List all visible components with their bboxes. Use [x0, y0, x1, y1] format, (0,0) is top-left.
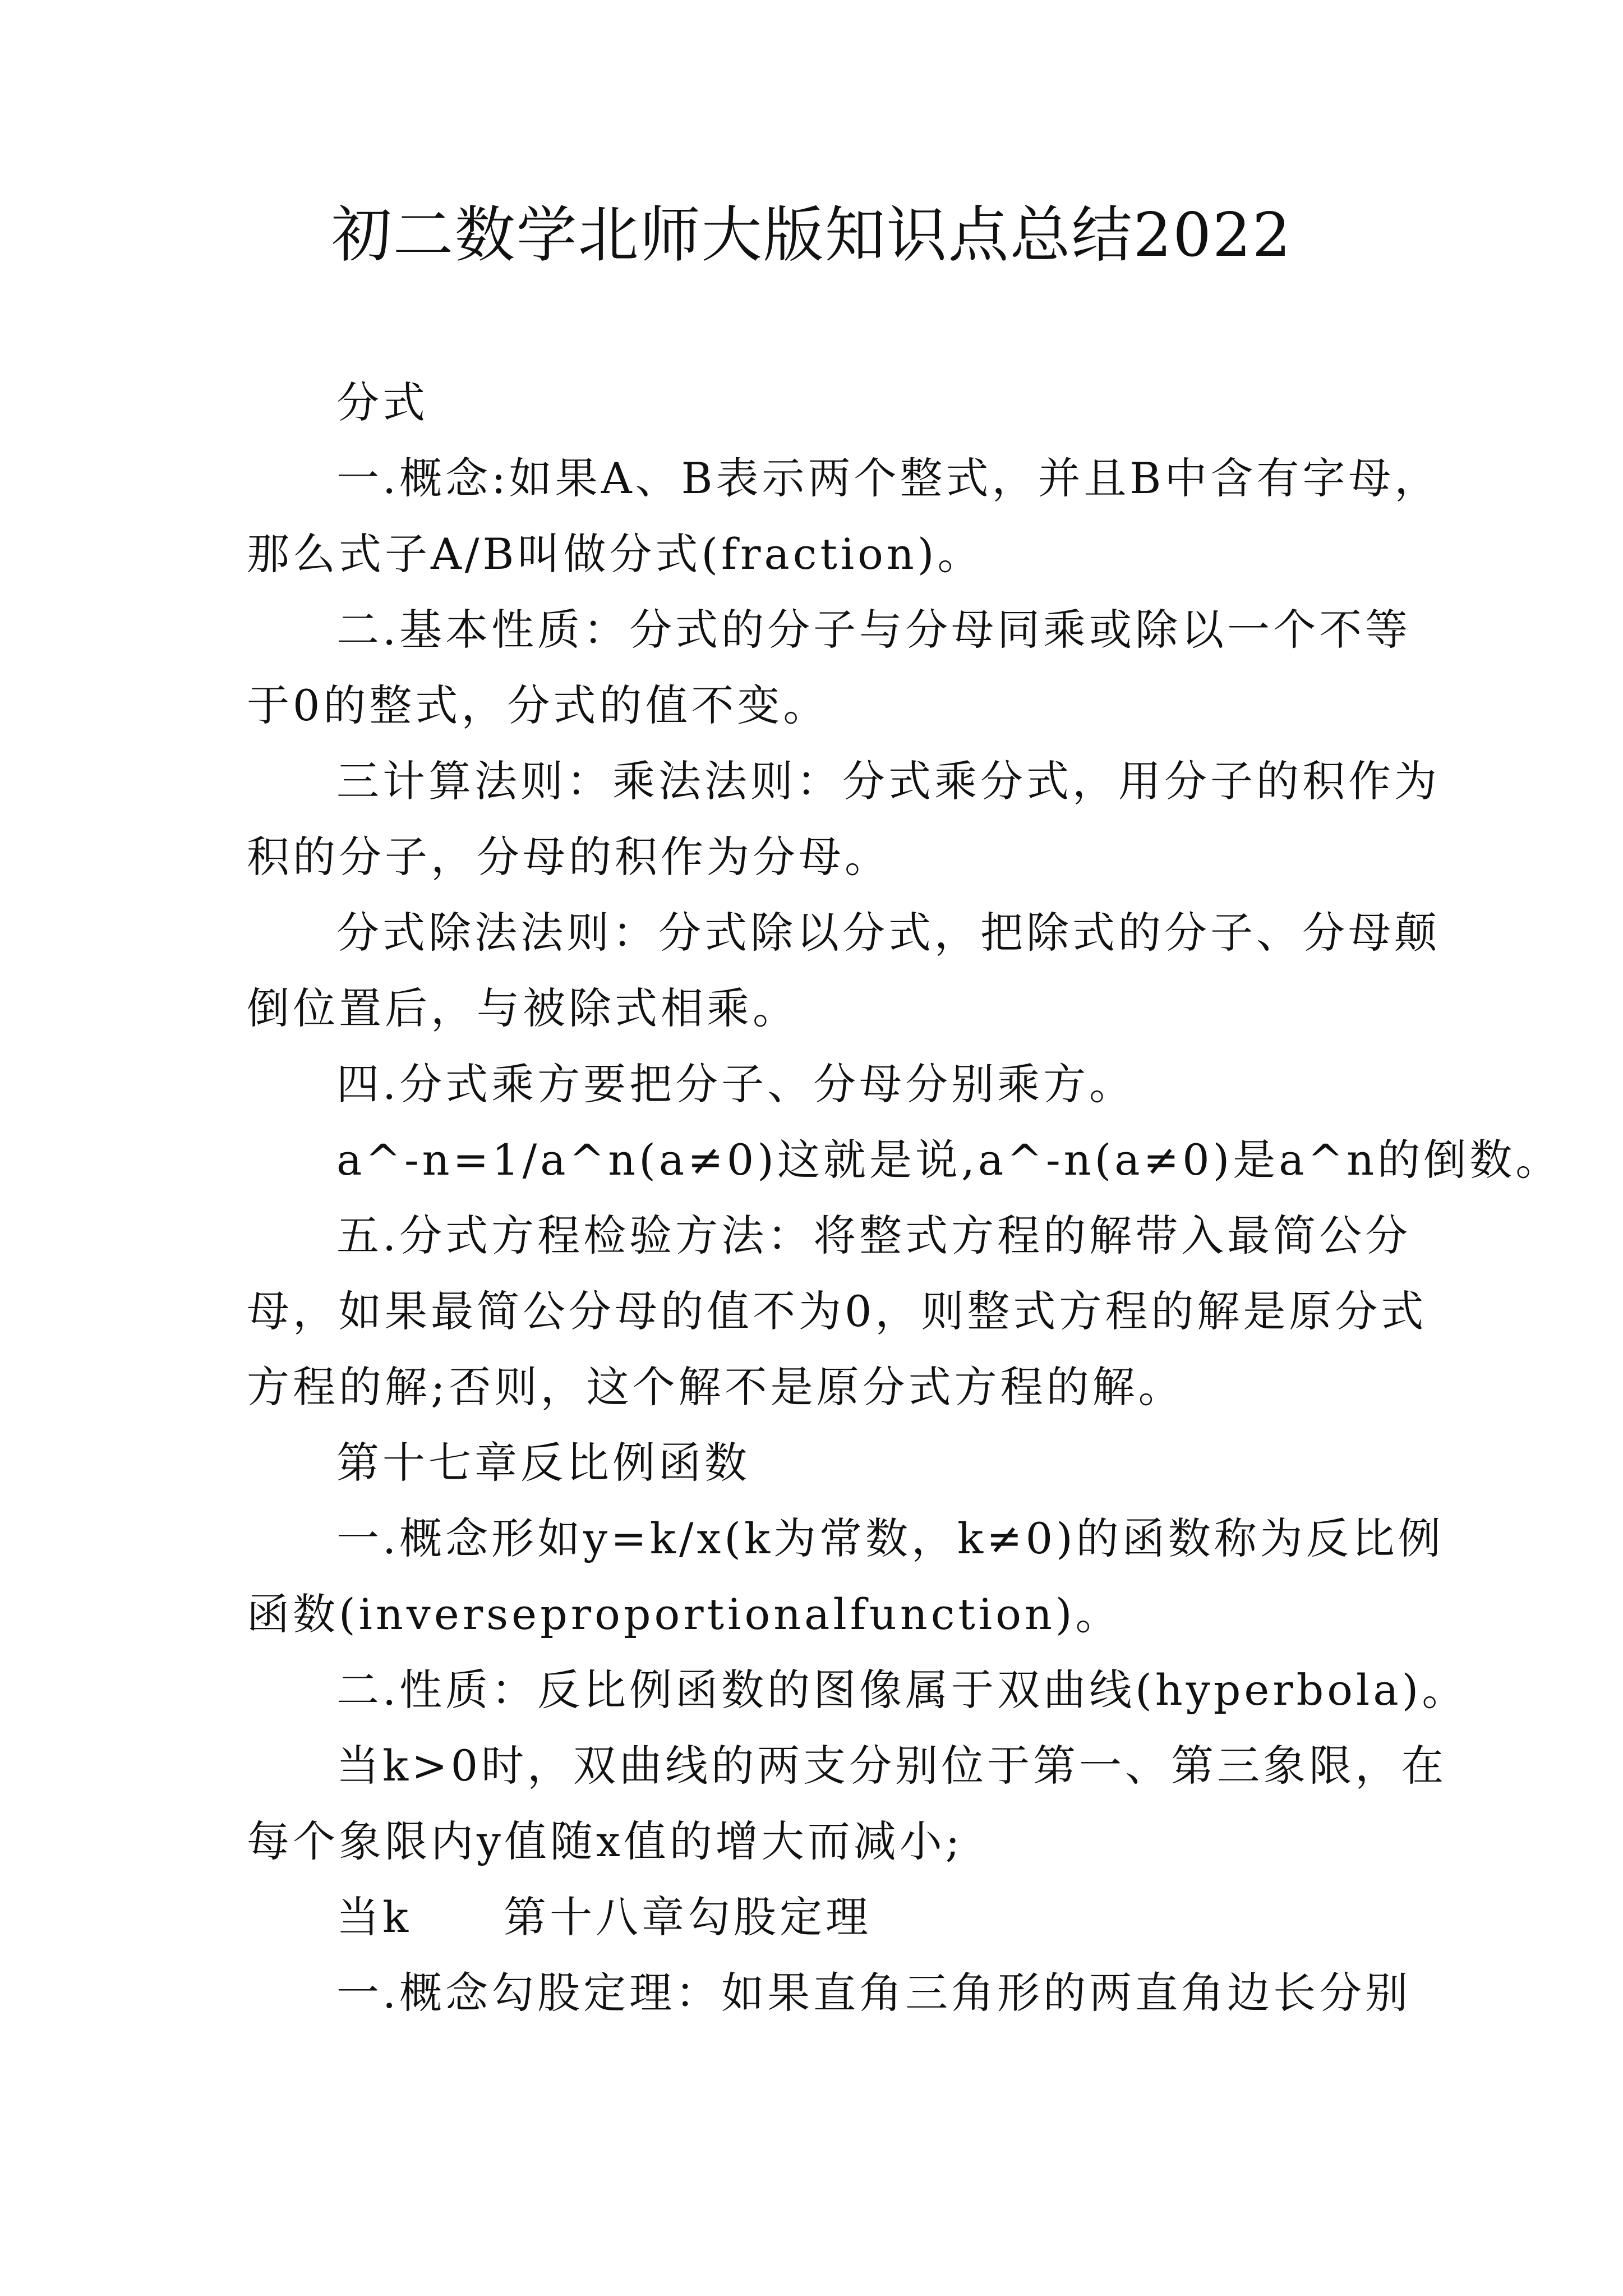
paragraph-line: 当k 第十八章勾股定理	[336, 1892, 872, 1942]
paragraph-line: 二.基本性质：分式的分子与分母同乘或除以一个不等	[336, 605, 1412, 655]
paragraph-line: 倒位置后，与被除式相乘。	[247, 983, 799, 1033]
paragraph-line: 二.性质：反比例函数的图像属于双曲线(hyperbola)。	[336, 1665, 1468, 1715]
paragraph-line: 三计算法则：乘法法则：分式乘分式，用分子的积作为	[336, 756, 1440, 806]
section-heading: 第十七章反比例函数	[336, 1438, 750, 1488]
paragraph-line: 积的分子，分母的积作为分母。	[247, 832, 891, 882]
paragraph-line: 五.分式方程检验方法：将整式方程的解带入最简公分	[336, 1211, 1412, 1260]
paragraph-line: 函数(inverseproportionalfunction)。	[247, 1589, 1122, 1639]
paragraph-line: 一.概念:如果A、B表示两个整式，并且B中含有字母，	[336, 453, 1441, 503]
paragraph-line: 分式	[336, 378, 428, 427]
paragraph-line: 每个象限内y值随x值的增大而减小;	[247, 1816, 963, 1866]
paragraph-line: 母，如果最简公分母的值不为0，则整式方程的解是原分式	[247, 1286, 1427, 1336]
paragraph-line: 于0的整式，分式的值不变。	[247, 680, 829, 730]
paragraph-line: 四.分式乘方要把分子、分母分别乘方。	[336, 1059, 1136, 1109]
paragraph-line: 当k>0时，双曲线的两支分别位于第一、第三象限，在	[336, 1741, 1447, 1791]
document-title: 初二数学北师大版知识点总结2022	[331, 200, 1292, 270]
paragraph-line: 分式除法法则：分式除以分式，把除式的分子、分母颠	[336, 908, 1440, 958]
paragraph-line: a^-n=1/a^n(a≠0)这就是说,a^-n(a≠0)是a^n的倒数。	[336, 1135, 1562, 1185]
paragraph-line: 那么式子A/B叫做分式(fraction)。	[247, 529, 984, 579]
paragraph-line: 方程的解;否则，这个解不是原分式方程的解。	[247, 1362, 1184, 1412]
paragraph-line: 一.概念勾股定理：如果直角三角形的两直角边长分别	[336, 1968, 1412, 2018]
paragraph-line: 一.概念形如y=k/x(k为常数，k≠0)的函数称为反比例	[336, 1513, 1444, 1563]
